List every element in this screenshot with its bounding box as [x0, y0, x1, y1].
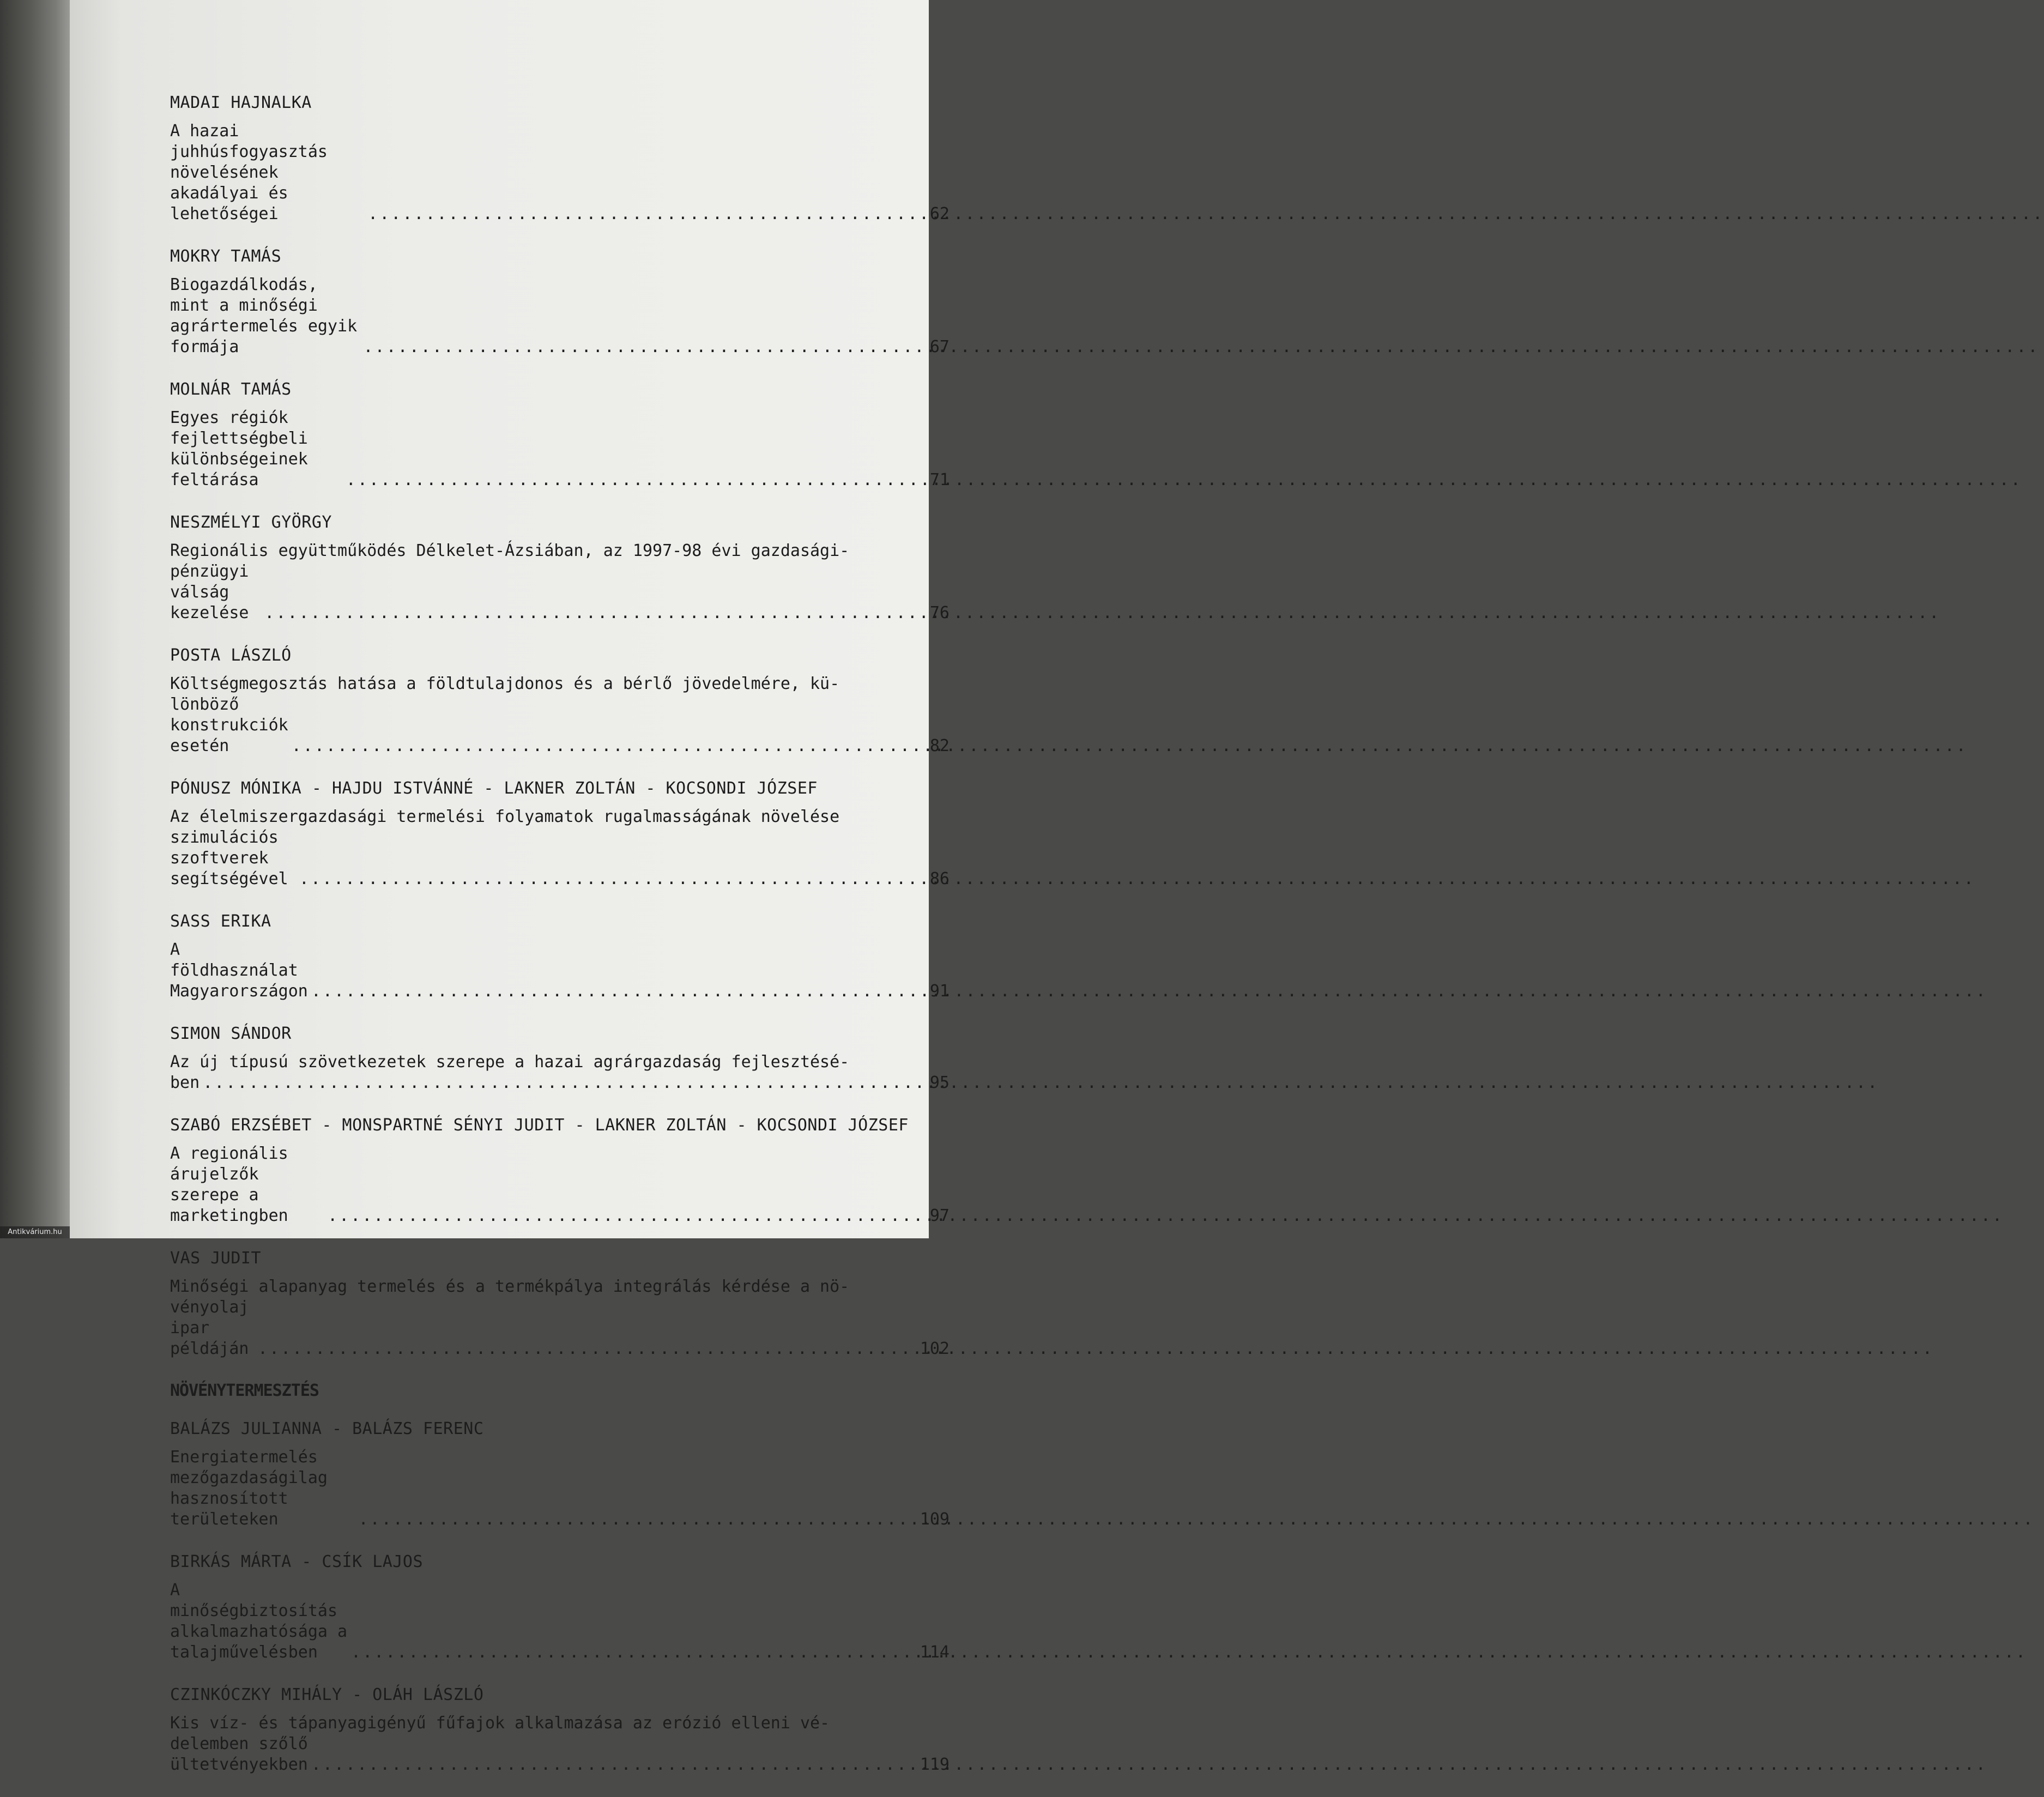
toc-entry	[170, 379, 950, 491]
watermark: Antikvárium.hu	[0, 1226, 70, 1238]
dot-leader	[363, 337, 911, 358]
entry-author: VAS JUDIT	[170, 1249, 262, 1268]
entry-page-number: 67	[929, 337, 950, 356]
entry-title-row	[170, 827, 950, 890]
entry-author: MOLNÁR TAMÁS	[170, 380, 292, 399]
entry-title-row	[170, 1297, 950, 1359]
entry-page-number: 97	[929, 1206, 950, 1225]
entry-title-row	[170, 561, 950, 624]
entry-author: SZABÓ ERZSÉBET - MONSPARTNÉ SÉNYI JUDIT - LAKNER ZOLTÁN - KOCSONDI JÓZSEF	[170, 1116, 909, 1135]
entry-page-number: 82	[929, 736, 950, 755]
entries-list-a	[170, 93, 950, 1359]
entries-list-b	[170, 1419, 950, 1775]
entry-title: pénzügyi válság kezelése	[170, 562, 259, 622]
entry-title-line1: Minőségi alapanyag termelés és a termékpálya integrálás kérdése a nö-	[170, 1277, 850, 1296]
dot-leader	[351, 1642, 911, 1663]
entry-author: SIMON SÁNDOR	[170, 1024, 292, 1043]
entry-page-number: 86	[929, 869, 950, 888]
dot-leader	[203, 1073, 911, 1093]
entry-author: CZINKÓCZKY MIHÁLY - OLÁH LÁSZLÓ	[170, 1685, 484, 1704]
dot-leader	[311, 981, 911, 1002]
book-spine	[0, 0, 70, 1238]
dot-leader	[292, 736, 911, 757]
section-heading: NÖVÉNYTERMESZTÉS	[170, 1381, 319, 1400]
entry-title: ben	[170, 1073, 200, 1092]
toc-entry	[170, 1685, 950, 1775]
dot-leader	[359, 1509, 911, 1530]
entry-page-number: 109	[920, 1510, 950, 1529]
entry-author: BALÁZS JULIANNA - BALÁZS FERENC	[170, 1419, 484, 1438]
toc-entry	[170, 645, 950, 757]
dot-leader	[264, 603, 911, 624]
toc-entry	[170, 512, 950, 624]
dot-leader	[299, 869, 911, 890]
entry-title-row	[170, 1073, 950, 1093]
entry-author: NESZMÉLYI GYÖRGY	[170, 513, 332, 532]
entry-author: MADAI HAJNALKA	[170, 93, 312, 112]
entry-page-number: 114	[920, 1643, 950, 1662]
entry-title-row	[170, 1447, 950, 1530]
toc-entry	[170, 1419, 950, 1530]
dot-leader	[346, 470, 911, 491]
entry-title: Energiatermelés mezőgazdaságilag hasznosított területeken	[170, 1448, 338, 1529]
table-of-contents	[170, 93, 950, 1797]
entry-title-row	[170, 1580, 950, 1663]
dot-leader	[328, 1206, 911, 1226]
toc-entry	[170, 1115, 950, 1226]
dot-leader	[368, 204, 911, 225]
entry-title-row	[170, 1143, 950, 1226]
entry-title-row	[170, 408, 950, 491]
entry-page-number: 76	[929, 603, 950, 622]
entry-title-row	[170, 694, 950, 757]
entry-title-line1: Költségmegosztás hatása a földtulajdonos és a bérlő jövedelmére, kü-	[170, 674, 840, 693]
toc-entry	[170, 93, 950, 225]
entry-page-number: 119	[920, 1755, 950, 1774]
entry-title: Biogazdálkodás, mint a minőségi agrártermelés egyik formája	[170, 275, 367, 356]
toc-entry	[170, 778, 950, 890]
entry-page-number: 102	[920, 1339, 950, 1358]
entry-title-row	[170, 940, 950, 1002]
entry-title-line1: Regionális együttműködés Délkelet-Ázsiában, az 1997-98 évi gazdasági-	[170, 541, 850, 560]
entry-title: delemben szőlő ültetvényekben	[170, 1734, 318, 1774]
toc-entry	[170, 1248, 950, 1359]
entry-page-number: 91	[929, 982, 950, 1001]
entry-title-row	[170, 1734, 950, 1775]
entry-title: vényolaj ipar példáján	[170, 1298, 259, 1358]
toc-entry	[170, 1024, 950, 1093]
dot-leader	[258, 1339, 911, 1359]
entry-page-number: 95	[929, 1073, 950, 1092]
entry-title-row	[170, 275, 950, 358]
entry-page-number: 71	[929, 470, 950, 489]
dot-leader	[311, 1754, 911, 1775]
entry-author: POSTA LÁSZLÓ	[170, 646, 292, 665]
entry-title: szimulációs szoftverek segítségével	[170, 828, 288, 888]
entry-title-line1: Kis víz- és tápanyagigényű fűfajok alkalmazása az erózió elleni vé-	[170, 1714, 830, 1733]
entry-title-line1: Az új típusú szövetkezetek szerepe a hazai agrárgazdaság fejlesztésé-	[170, 1052, 850, 1072]
entry-title: A földhasználat Magyarországon	[170, 940, 308, 1001]
toc-entry	[170, 1552, 950, 1663]
entry-page-number: 62	[929, 204, 950, 223]
entry-author: PÓNUSZ MÓNIKA - HAJDU ISTVÁNNÉ - LAKNER ZOLTÁN - KOCSONDI JÓZSEF	[170, 779, 818, 798]
entry-author: MOKRY TAMÁS	[170, 247, 282, 266]
entry-title-line1: Az élelmiszergazdasági termelési folyamatok rugalmasságának növelése	[170, 807, 840, 826]
entry-title: A minőségbiztosítás alkalmazhatósága a talajművelésben	[170, 1581, 358, 1662]
document-page	[70, 0, 950, 1774]
entry-title-row	[170, 121, 950, 225]
entry-author: SASS ERIKA	[170, 912, 271, 931]
entry-title: A regionális árujelzők szerepe a marketingben	[170, 1144, 298, 1225]
entry-title: Egyes régiók fejlettségbeli különbségeinek feltárása	[170, 408, 318, 489]
toc-entry	[170, 246, 950, 358]
entry-title: A hazai juhhúsfogyasztás növelésének akadályai és lehetőségei	[170, 122, 338, 223]
entry-author: BIRKÁS MÁRTA - CSÍK LAJOS	[170, 1552, 424, 1571]
toc-entry	[170, 911, 950, 1002]
entry-title: lönböző konstrukciók esetén	[170, 695, 298, 755]
